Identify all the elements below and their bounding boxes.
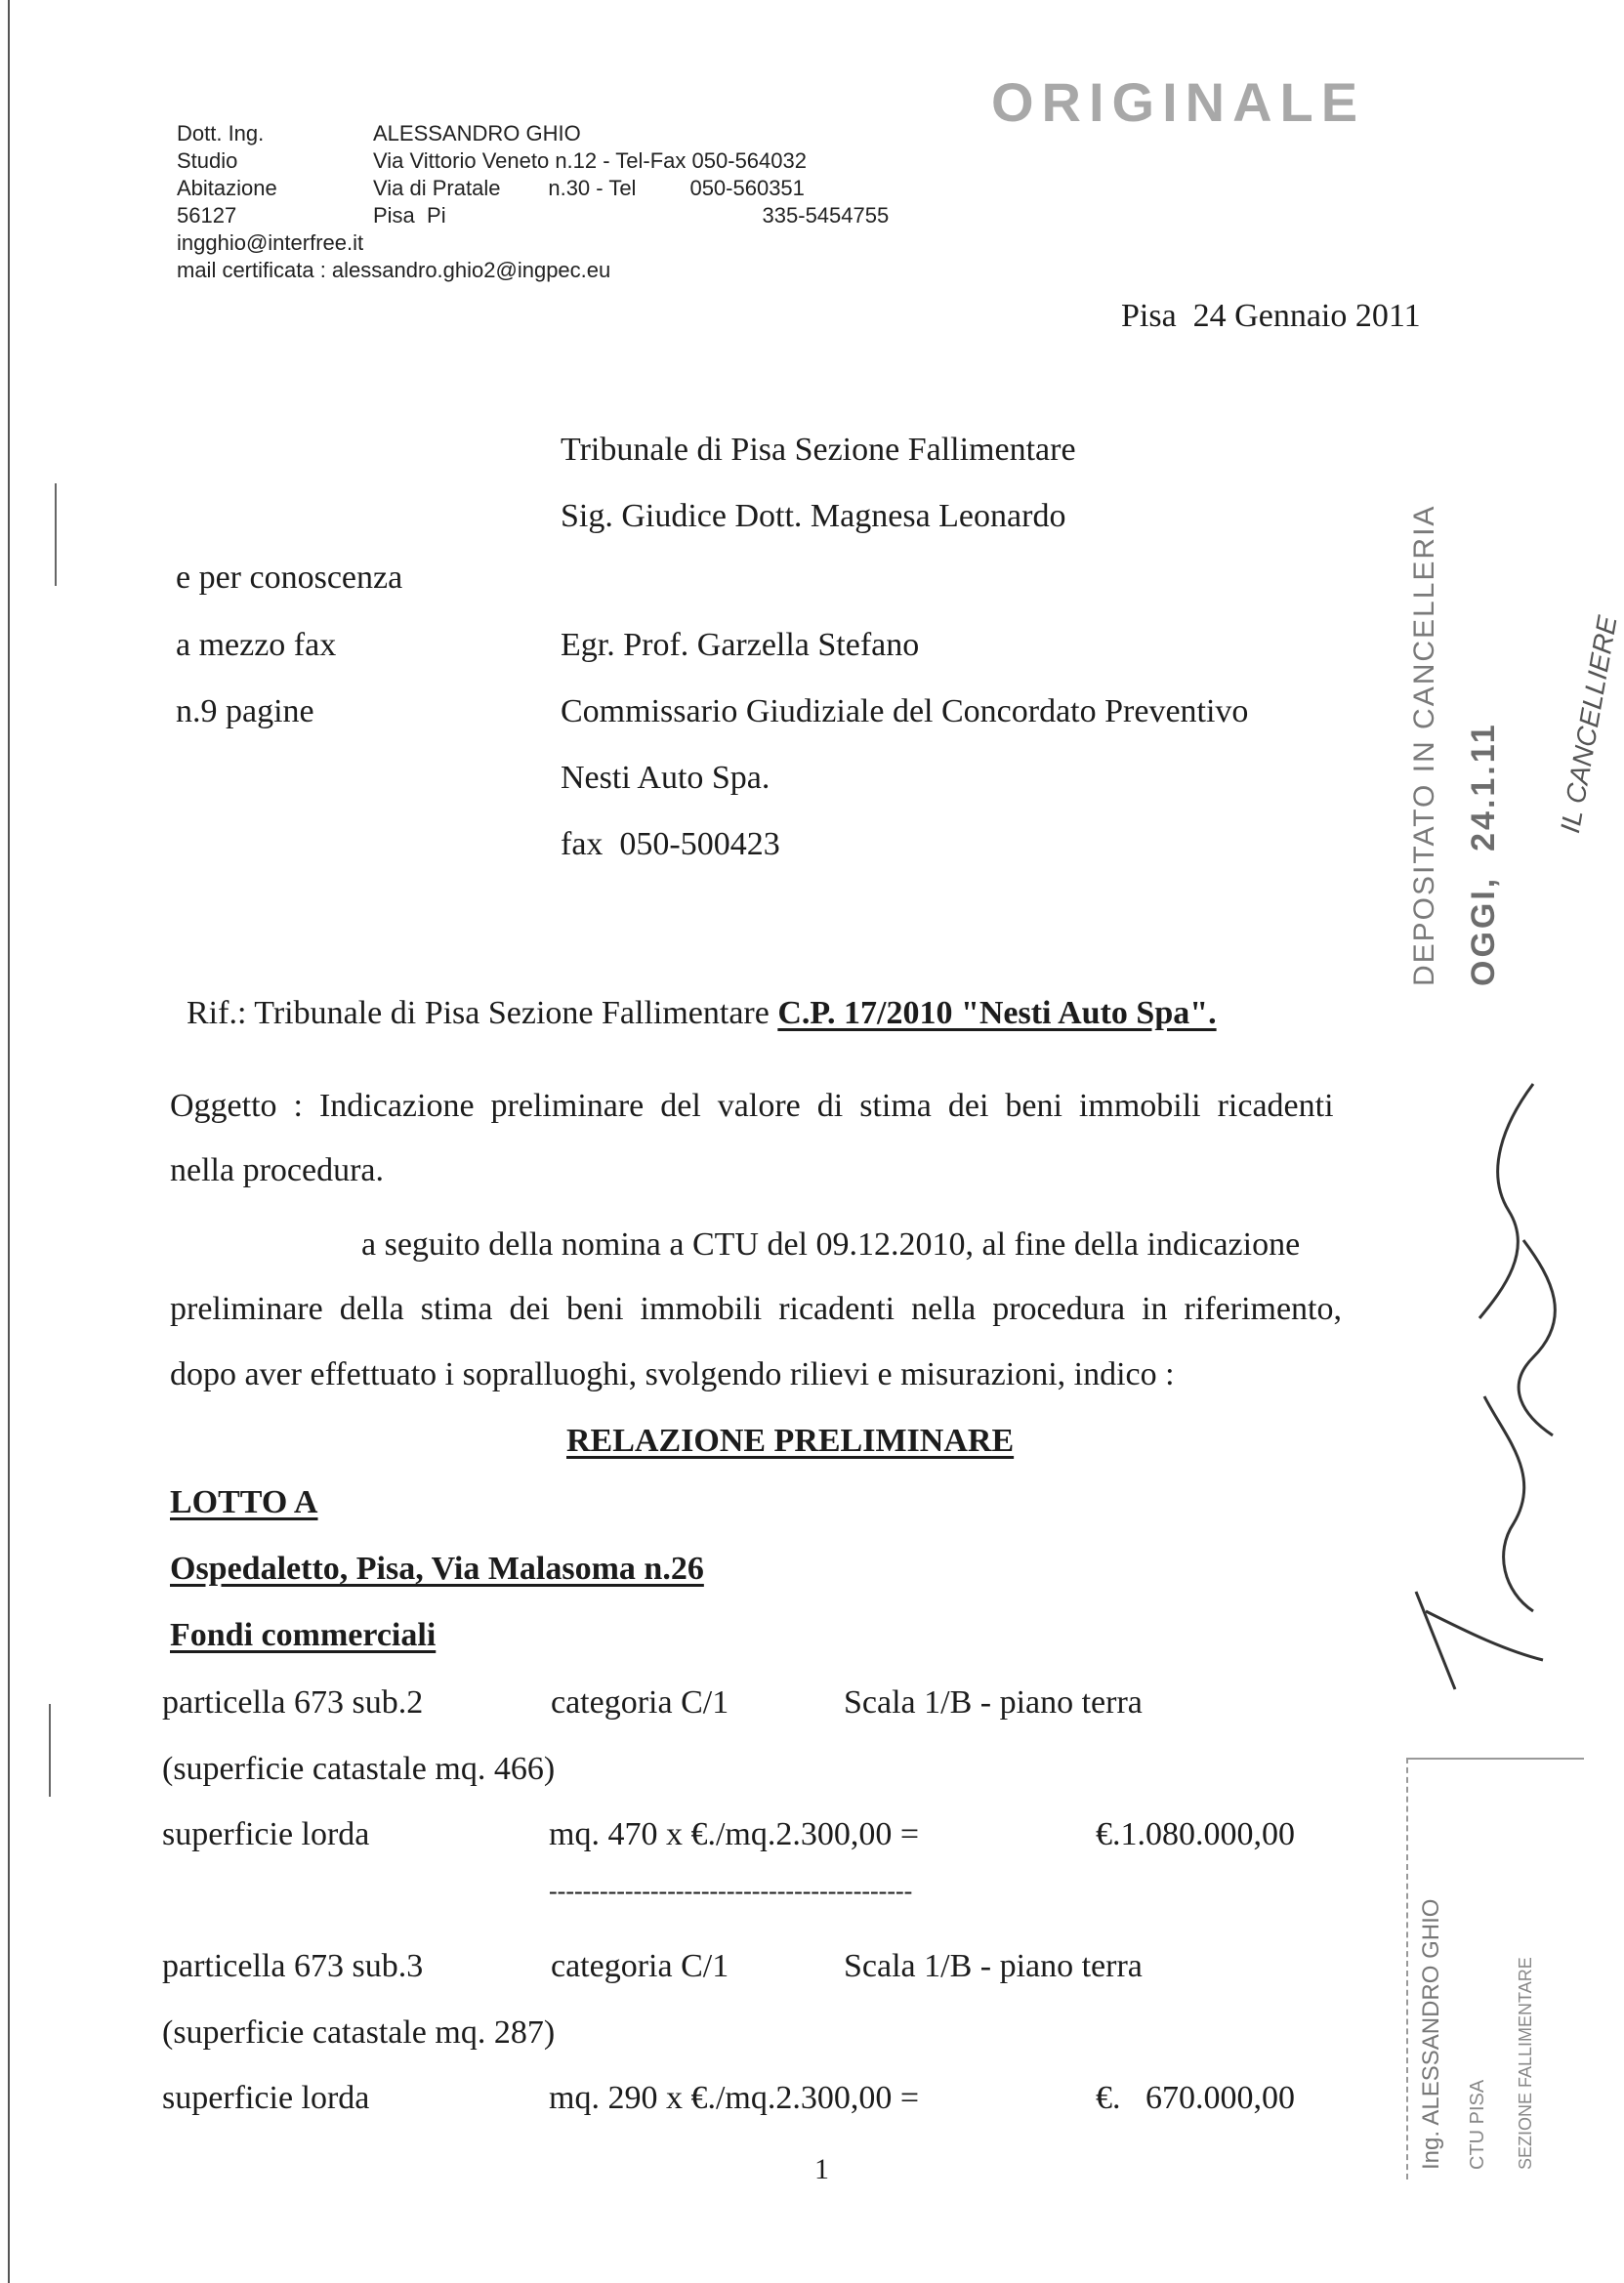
reference-prefix: Rif.: Tribunale di Pisa Sezione Fallimentare <box>187 995 778 1031</box>
item-superficie-label: superficie lorda <box>162 2080 370 2116</box>
cc-recipient-role: Commissario Giudiziale del Concordato Preventivo <box>561 693 1249 729</box>
lotto-title: LOTTO A <box>170 1484 318 1520</box>
fax-note: a mezzo fax <box>176 627 337 663</box>
item-calc: mq. 470 x €./mq.2.300,00 = <box>549 1816 920 1852</box>
signature-graphic <box>1387 1064 1611 1689</box>
body-line-1: a seguito della nomina a CTU del 09.12.2010, al fine della indicazione <box>361 1226 1301 1263</box>
item-categoria: categoria C/1 <box>551 1684 729 1721</box>
cc-recipient-name: Egr. Prof. Garzella Stefano <box>561 627 920 663</box>
deposit-stamp-text: DEPOSITATO IN CANCELLERIA <box>1408 504 1440 986</box>
pages-note: n.9 pagine <box>176 693 314 729</box>
section-title: RELAZIONE PRELIMINARE <box>566 1423 1015 1459</box>
letterhead-label: 56127 <box>177 203 237 228</box>
letterhead-city-phone: Pisa Pi 335-5454755 <box>373 203 890 228</box>
item-scala: Scala 1/B - piano terra <box>844 1684 1143 1721</box>
cc-recipient-company: Nesti Auto Spa. <box>561 760 770 796</box>
ctu-stamp-name: Ing. ALESSANDRO GHIO <box>1418 1898 1444 2170</box>
item-superficie-catastale: (superficie catastale mq. 287) <box>162 2014 556 2051</box>
item-particella: particella 673 sub.2 <box>162 1684 424 1721</box>
item-valore: €.1.080.000,00 <box>1096 1816 1295 1852</box>
item-particella: particella 673 sub.3 <box>162 1948 424 1984</box>
item-calc: mq. 290 x €./mq.2.300,00 = <box>549 2080 920 2116</box>
property-address: Ospedaletto, Pisa, Via Malasoma n.26 <box>170 1551 704 1587</box>
originale-stamp: ORIGINALE <box>991 71 1366 133</box>
letterhead-label: Studio <box>177 148 238 173</box>
item-superficie-catastale: (superficie catastale mq. 466) <box>162 1751 556 1787</box>
body-line-2: preliminare della stima dei beni immobili ricadenti nella procedura in riferimento, <box>170 1291 1342 1327</box>
scan-mark <box>49 1704 51 1797</box>
letterhead-email: ingghio@interfree.it <box>177 230 364 255</box>
body-line-3: dopo aver effettuato i sopralluoghi, svolgendo rilievi e misurazioni, indico : <box>170 1356 1175 1392</box>
subject-line-1: Oggetto : Indicazione preliminare del valore di stima dei beni immobili ricadenti <box>170 1088 1334 1124</box>
ctu-stamp-line3: SEZIONE FALLIMENTARE <box>1516 1957 1535 2170</box>
letterhead-name: ALESSANDRO GHIO <box>373 121 581 145</box>
item-valore: €. 670.000,00 <box>1096 2080 1295 2116</box>
document-date: Pisa 24 Gennaio 2011 <box>1121 298 1421 334</box>
subsection-title: Fondi commerciali <box>170 1617 437 1653</box>
deposit-stamp-date: OGGI, 24.1.11 <box>1465 722 1502 986</box>
item-categoria: categoria C/1 <box>551 1948 729 1984</box>
cc-recipient-fax: fax 050-500423 <box>561 826 780 862</box>
letterhead-label: Dott. Ing. <box>177 121 265 145</box>
recipient-court: Tribunale di Pisa Sezione Fallimentare <box>561 432 1076 468</box>
subject-line-2: nella procedura. <box>170 1152 384 1188</box>
item-superficie-label: superficie lorda <box>162 1816 370 1852</box>
ctu-stamp-line2: CTU PISA <box>1467 2079 1488 2170</box>
reference-case: C.P. 17/2010 "Nesti Auto Spa". <box>777 995 1217 1031</box>
deposit-stamp-clerk: IL CANCELLIERE <box>1555 613 1623 836</box>
reference-line <box>170 958 1217 1032</box>
letterhead-label: Abitazione <box>177 176 277 200</box>
ctu-stamp <box>1406 1758 1584 2179</box>
scan-edge-line <box>8 0 10 2283</box>
page-number: 1 <box>814 2153 829 2185</box>
letterhead-pec: mail certificata : alessandro.ghio2@ingpec.eu <box>177 258 611 282</box>
letterhead-studio-address: Via Vittorio Veneto n.12 - Tel-Fax 050-564032 <box>373 148 807 173</box>
recipient-judge: Sig. Giudice Dott. Magnesa Leonardo <box>561 498 1066 534</box>
separator: ------------------------------------------- <box>549 1877 913 1905</box>
item-scala: Scala 1/B - piano terra <box>844 1948 1143 1984</box>
scan-mark <box>55 483 57 586</box>
letterhead-home-address: Via di Pratale n.30 - Tel 050-560351 <box>373 176 805 200</box>
cc-note: e per conoscenza <box>176 560 403 596</box>
